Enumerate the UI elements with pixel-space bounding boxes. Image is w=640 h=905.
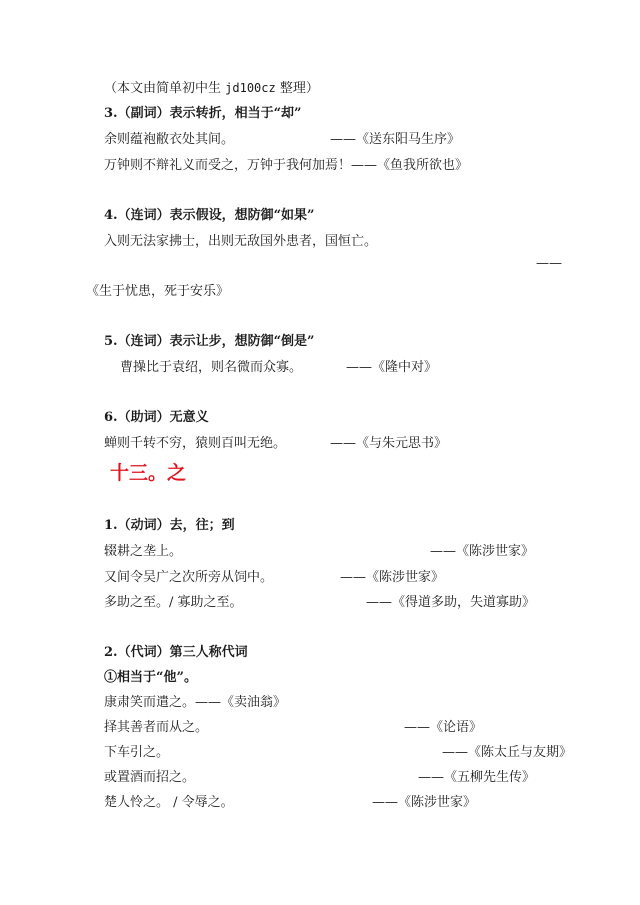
s3-title: 3.（副词）表示转折，相当于“却” (104, 106, 302, 121)
z1-line1: 辍耕之垄上。 (104, 544, 183, 559)
s3-line1-source: ——《送东阳马生序》 (330, 132, 461, 147)
z1-line3-source: ——《得道多助，失道寡助》 (366, 595, 536, 610)
z2-line3: 下车引之。 (104, 745, 170, 760)
s5-line1-source: ——《隆中对》 (346, 360, 438, 375)
z1-line3: 多助之至。/ 寡助之至。 (104, 595, 243, 610)
s4-source: 《生于忧患，死于安乐》 (86, 284, 230, 299)
header-note-pre: （本文由简单初中生 (104, 81, 226, 96)
z2-line3-source: ——《陈太丘与友期》 (442, 745, 573, 760)
header-note (104, 80, 319, 97)
s4-title: 4.（连词）表示假设，想防御“如果” (104, 208, 315, 223)
z2-line1: 康肃笑而遣之。——《卖油翁》 (104, 695, 287, 710)
z2-line2-source: ——《论语》 (404, 720, 483, 735)
z2-line5-source: ——《陈涉世家》 (372, 795, 477, 810)
z2-line4-source: ——《五柳先生传》 (418, 770, 536, 785)
s4-line1: 入则无法家拂士，出则无敌国外患者，国恒亡。 (104, 234, 378, 249)
header-note-post: 整理） (275, 81, 319, 96)
z2-line4: 或置酒而招之。 (104, 770, 196, 785)
z2-title: 2.（代词）第三人称代词 (104, 645, 248, 660)
s3-line2: 万钟则不辩礼义而受之，万钟于我何加焉！——《鱼我所欲也》 (104, 158, 469, 173)
z1-line2: 又间令吴广之次所旁从饲中。 (104, 570, 274, 585)
s5-title: 5.（连词）表示让步，想防御“倒是” (104, 334, 315, 349)
s6-line1: 蝉则千转不穷，猿则百叫无绝。 (104, 436, 287, 451)
s3-line1: 余则蕴袍敝衣处其间。 (104, 132, 235, 147)
s4-dash: —— (536, 256, 562, 271)
z2-line2: 择其善者而从之。 (104, 720, 209, 735)
z1-line1-source: ——《陈涉世家》 (430, 544, 535, 559)
s5-line1: 曹操比于袁绍，则名微而众寡。 (120, 360, 303, 375)
z2-line5: 楚人怜之。 / 令辱之。 (104, 795, 234, 810)
header-note-code: jd100cz (225, 81, 276, 95)
z1-line2-source: ——《陈涉世家》 (340, 570, 445, 585)
z1-title: 1.（动词）去，往；到 (104, 518, 235, 533)
z2-subtitle: ①相当于“他”。 (104, 670, 197, 685)
s6-title: 6.（助词）无意义 (104, 410, 209, 425)
s6-line1-source: ——《与朱元思书》 (330, 436, 448, 451)
section-heading-13: 十三。之 (110, 462, 187, 484)
